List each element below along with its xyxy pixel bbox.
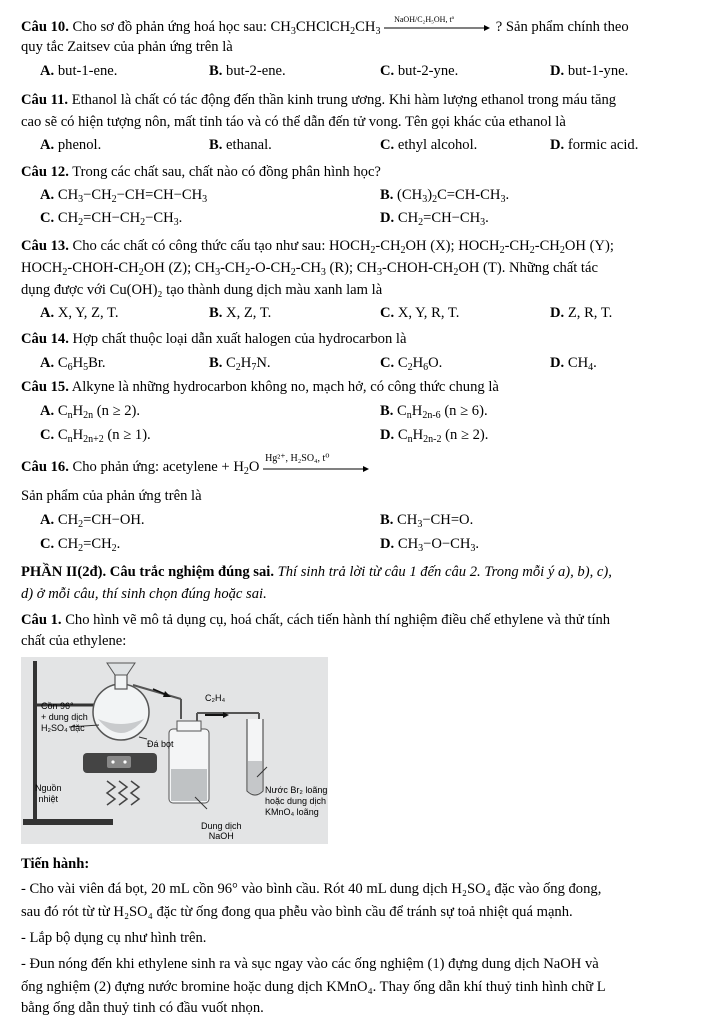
option-a[interactable]: A. X, Y, Z, T. <box>40 305 119 321</box>
option-b[interactable]: B. $(CH_3)_2C=CH-CH_3$. <box>380 187 510 205</box>
q10-text-after: ? Sản phẩm chính theo <box>495 19 629 35</box>
option-b[interactable]: B. $CH_3-CH=O$. <box>380 512 474 530</box>
option-a[interactable]: A. $CH_3-CH_2-CH=CH-CH_3$ <box>40 187 208 205</box>
q16-text: Cho phản ứng: acetylene + H <box>72 459 244 475</box>
option-c[interactable]: C. ethyl alcohol. <box>380 137 478 153</box>
q10-text: Cho sơ đồ phản ứng hoá học sau: CH <box>72 19 291 35</box>
procedure-step3-line3: bằng ống dẫn thuỷ tinh có đầu vuốt nhọn. <box>21 1000 264 1016</box>
arrow-icon <box>384 24 492 32</box>
option-d[interactable]: D. $CH_3-O-CH_3$. <box>380 536 480 554</box>
option-row <box>21 511 681 531</box>
option-b[interactable]: B. $C_2H_7N$. <box>209 355 271 373</box>
option-row <box>21 186 681 206</box>
option-a[interactable]: A. $CH_2=CH-OH$. <box>40 512 145 530</box>
boiling-stone-label: Đá bọt <box>147 739 174 749</box>
option-c[interactable]: C. $C_nH_{2n+2}$ (n ≥ 1). <box>40 427 151 445</box>
formula-part: CHClCH <box>295 19 351 35</box>
q16-line1: Câu 16. Cho phản ứng: acetylene + $H_2O$ Hg²⁺, H₂SO₄, t⁰ <box>21 458 371 477</box>
gas-label: C₂H₄ <box>205 693 226 703</box>
sub: 2 <box>350 26 356 37</box>
q11-line1 <box>21 91 616 110</box>
q12-text: Trong các chất sau, chất nào có đồng phân hình học? <box>72 164 381 180</box>
option-b[interactable]: B. but-2-ene. <box>209 63 286 79</box>
q14-label: Câu 14. <box>21 331 69 347</box>
procedure-step1-line2: sau đó rót từ từ H₂SO₄ đặc từ ống đong qua phễu vào bình cầu để tránh sự toả nhiệt quá mạnh. <box>21 904 573 920</box>
part2-line2 <box>21 585 267 604</box>
q14-line1 <box>21 330 406 349</box>
procedure-step3-line2: ống nghiệm (2) đựng nước bromine hoặc dung dịch KMnO₄. Thay ống dẫn khí thuỷ tinh hình chữ L <box>21 979 606 995</box>
option-d[interactable]: D. $C_nH_{2n-2}$ (n ≥ 2). <box>380 427 489 445</box>
procedure-step2: - Lắp bộ dụng cụ như hình trên. <box>21 930 207 946</box>
option-row <box>21 304 681 324</box>
option-c[interactable]: C. but-2-yne. <box>380 63 459 79</box>
procedure-step1-line1: - Cho vài viên đá bọt, 20 mL cồn 96° vào bình cầu. Rót 40 mL dung dịch H₂SO₄ đặc vào ống đong, <box>21 881 602 897</box>
option-a[interactable]: A. but-1-ene. <box>40 63 118 79</box>
reaction-arrow <box>263 453 371 472</box>
q15-label: Câu 15. <box>21 379 69 395</box>
part2-instructions: Thí sinh trả lời từ câu 1 đến câu 2. Trong mỗi ý a), b), c), <box>277 564 612 580</box>
option-b[interactable]: B. X, Z, T. <box>209 305 272 321</box>
option-row <box>21 354 681 374</box>
option-c[interactable]: C. $CH_2=CH-CH_2-CH_3$. <box>40 210 183 228</box>
option-row <box>21 62 681 82</box>
naoh-label: Dung dịch NaOH <box>201 821 242 841</box>
option-a[interactable]: A. $C_nH_{2n}$ (n ≥ 2). <box>40 403 141 421</box>
q14-text: Hợp chất thuộc loại dẫn xuất halogen của hydrocarbon là <box>72 331 407 347</box>
q10-line1 <box>21 15 629 37</box>
q11-text: Ethanol là chất có tác động đến thần kinh trung ương. Khi hàm lượng ethanol trong máu tăng <box>71 92 617 108</box>
option-a[interactable]: A. $C_6H_5Br$. <box>40 355 106 373</box>
heat-source-label: Nguồn nhiệt <box>35 783 62 804</box>
q11-line2: cao sẽ có hiện tượng nôn, mất tỉnh táo và có thể dẫn đến tử vong. Tên gọi khác của ethanol là <box>21 114 566 130</box>
c1-line2: chất của ethylene: <box>21 633 127 649</box>
part2-heading: PHẦN II(2đ). Câu trắc nghiệm đúng sai. <box>21 564 274 580</box>
option-d[interactable]: D. Z, R, T. <box>550 305 613 321</box>
q15-text: Alkyne là những hydrocarbon không no, mạch hở, có công thức chung là <box>71 379 499 395</box>
q13-line1: Câu 13. Cho các chất có công thức cấu tạo như sau: $HOCH_2-CH_2OH$ (X); $HOCH_2-CH_2-CH_2OH$ (Y); <box>21 238 614 256</box>
c1-label: Câu 1. <box>21 612 62 628</box>
option-row <box>21 209 681 229</box>
option-a[interactable]: A. phenol. <box>40 137 102 153</box>
q12-line1 <box>21 163 381 182</box>
arrow-condition: Hg²⁺, H₂SO₄, t⁰ <box>265 453 330 464</box>
q13-line3: dụng được với Cu(OH)₂ tạo thành dung dịch màu xanh lam là <box>21 282 383 298</box>
option-row <box>21 426 681 446</box>
q11-label: Câu 11. <box>21 92 69 108</box>
option-row <box>21 402 681 422</box>
option-row <box>21 535 681 555</box>
arrow-icon <box>263 465 371 473</box>
option-d[interactable]: D. formic acid. <box>550 137 639 153</box>
c1-text: Cho hình vẽ mô tả dụng cụ, hoá chất, cách tiến hành thí nghiệm điều chế ethylene và thử tính <box>65 612 611 628</box>
formula-part: CH <box>355 19 376 35</box>
q16-line2: Sản phẩm của phản ứng trên là <box>21 488 202 504</box>
q10-label: Câu 10. <box>21 19 69 35</box>
option-c[interactable]: C. $CH_2=CH_2$. <box>40 536 121 554</box>
reaction-arrow <box>384 15 492 32</box>
test-tube-label: Nước Br₂ loãng hoặc dung dịch KMnO₄ loãng <box>265 785 328 817</box>
q15-line1 <box>21 378 499 397</box>
flask-label: Cồn 96° + dung dịch H₂SO₄ đặc <box>41 701 88 733</box>
option-d[interactable]: D. $CH_4$. <box>550 355 597 373</box>
arrow-condition: NaOH/C₂H₅OH, tº <box>394 15 455 24</box>
q16-label: Câu 16. <box>21 459 69 475</box>
experiment-figure <box>21 657 328 844</box>
option-c[interactable]: C. $C_2H_6O$. <box>380 355 443 373</box>
q13-label: Câu 13. <box>21 238 69 254</box>
procedure-heading: Tiến hành: <box>21 856 90 872</box>
option-b[interactable]: B. ethanal. <box>209 137 272 153</box>
option-d[interactable]: D. $CH_2=CH-CH_3$. <box>380 210 489 228</box>
part2-line1 <box>21 563 612 582</box>
part2-instructions-cont: d) ở mỗi câu, thí sinh chọn đúng hoặc sai. <box>21 586 267 602</box>
option-d[interactable]: D. but-1-yne. <box>550 63 629 79</box>
option-row <box>21 136 681 156</box>
option-b[interactable]: B. $C_nH_{2n-6}$ (n ≥ 6). <box>380 403 488 421</box>
sub: 3 <box>375 26 381 37</box>
sub: 3 <box>290 26 296 37</box>
q13-line2: $HOCH_2-CHOH-CH_2OH$ (Z); $CH_3-CH_2-O-CH_2-CH_3$ (R); $CH_3-CHOH-CH_2OH$ (T). Những chất tác <box>21 260 598 278</box>
c1-line1 <box>21 611 610 630</box>
q12-label: Câu 12. <box>21 164 69 180</box>
option-c[interactable]: C. X, Y, R, T. <box>380 305 460 321</box>
q10-line2: quy tắc Zaitsev của phản ứng trên là <box>21 39 233 55</box>
procedure-step3-line1: - Đun nóng đến khi ethylene sinh ra và sục ngay vào các ống nghiệm (1) đựng dung dịch NaOH và <box>21 956 599 972</box>
